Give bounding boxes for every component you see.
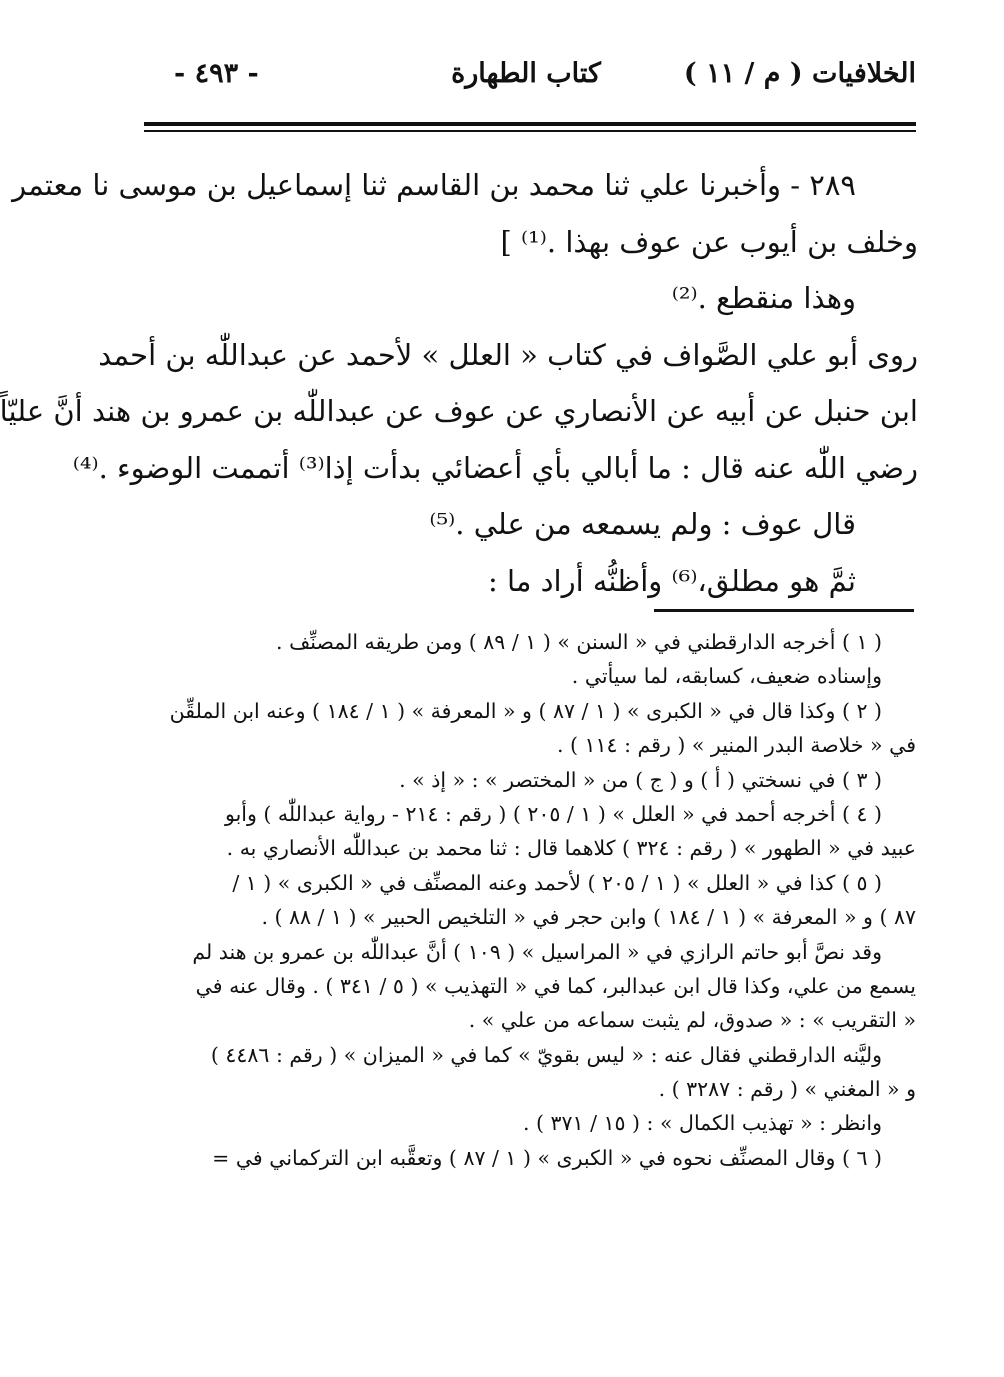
footnote-line: ( ٦ ) وقال المصنِّف نحوه في « الكبرى » ( ١ / ٨٧ ) وتعقَّبه ابن التركماني في =: [212, 1145, 882, 1170]
main-text-line: روى أبو علي الصَّواف في كتاب « العلل » لأحمد عن عبداللّٰه بن أحمد: [98, 337, 918, 372]
header-part-title: الخلافيات ( م / ١١ ): [683, 58, 916, 89]
main-text-line: ٢٨٩ - وأخبرنا علي ثنا محمد بن القاسم ثنا إسماعيل بن موسى نا معتمر: [12, 168, 856, 202]
header-rule-thin: [144, 130, 916, 132]
footnote-line: ( ١ ) أخرجه الدارقطني في « السنن » ( ١ / ٨٩ ) ومن طريقه المصنِّف .: [276, 630, 882, 654]
footnote-line: وإسناده ضعيف، كسابقه، لما سيأتي .: [571, 664, 882, 689]
footnote-line: وانظر : « تهذيب الكمال » : ( ١٥ / ٣٧١ ) .: [522, 1111, 882, 1136]
footnote-line: ( ٢ ) وكذا قال في « الكبرى » ( ١ / ٨٧ ) و « المعرفة » ( ١ / ١٨٤ ) وعنه ابن الملقِّن: [169, 698, 882, 723]
footnote-line: و « المغني » ( رقم : ٣٢٨٧ ) .: [658, 1077, 916, 1102]
footnote-separator: [654, 609, 914, 612]
main-text-line: رضي اللّٰه عنه قال : ما أبالي بأي أعضائي بدأت إذا⁽³⁾ أتممت الوضوء .⁽⁴⁾: [72, 450, 918, 485]
running-header: [136, 50, 916, 106]
footnotes: [136, 625, 916, 1175]
footnote-line: ٨٧ ) و « المعرفة » ( ١ / ١٨٤ ) وابن حجر في « التلخيص الحبير » ( ١ / ٨٨ ) .: [261, 905, 916, 930]
main-text: [0, 157, 918, 609]
footnote-line: يسمع من علي، وكذا قال ابن عبدالبر، كما في « التهذيب » ( ٥ / ٣٤١ ) . وقال عنه في: [195, 973, 916, 998]
main-text-line: وخلف بن أيوب عن عوف بهذا .⁽¹⁾ ]: [500, 224, 918, 259]
footnote-line: في « خلاصة البدر المنير » ( رقم : ١١٤ ) .: [556, 733, 916, 758]
footnote-line: وليَّنه الدارقطني فقال عنه : « ليس بقويّ » كما في « الميزان » ( رقم : ٤٤٨٦ ): [210, 1042, 882, 1067]
header-book-title: كتاب الطهارة: [451, 58, 601, 89]
footnote-line: ( ٥ ) كذا في « العلل » ( ١ / ٢٠٥ ) لأحمد وعنه المصنِّف في « الكبرى » ( ١ /: [232, 870, 882, 895]
page-number: - ٤٩٣ -: [174, 58, 259, 89]
footnote-line: عبيد في « الطهور » ( رقم : ٣٢٤ ) كلاهما قال : ثنا محمد بن عبداللّٰه الأنصاري به .: [226, 836, 916, 861]
main-text-line: قال عوف : ولم يسمعه من علي .⁽⁵⁾: [429, 507, 856, 541]
footnote-line: وقد نصَّ أبو حاتم الرازي في « المراسيل » ( ١٠٩ ) أنَّ عبداللّٰه بن عمرو بن هند لم: [192, 939, 882, 964]
footnote-line: ( ٤ ) أخرجه أحمد في « العلل » ( ١ / ٢٠٥ ) ( رقم : ٢١٤ - رواية عبداللّٰه ) وأبو: [224, 801, 882, 826]
footnote-line: « التقريب » : « صدوق، لم يثبت سماعه من علي » .: [468, 1008, 916, 1033]
main-text-line: وهذا منقطع .⁽²⁾: [671, 281, 856, 315]
main-text-line: ابن حنبل عن أبيه عن الأنصاري عن عوف عن عبداللّٰه بن عمرو بن هند أنَّ عليّاً: [0, 394, 918, 428]
main-text-line: ثمَّ هو مطلق،⁽⁶⁾ وأظنُّه أراد ما :: [488, 563, 856, 598]
header-rule-thick: [144, 122, 916, 126]
footnote-line: ( ٣ ) في نسختي ( أ ) و ( ج ) من « المختصر » : « إذ » .: [399, 767, 882, 792]
